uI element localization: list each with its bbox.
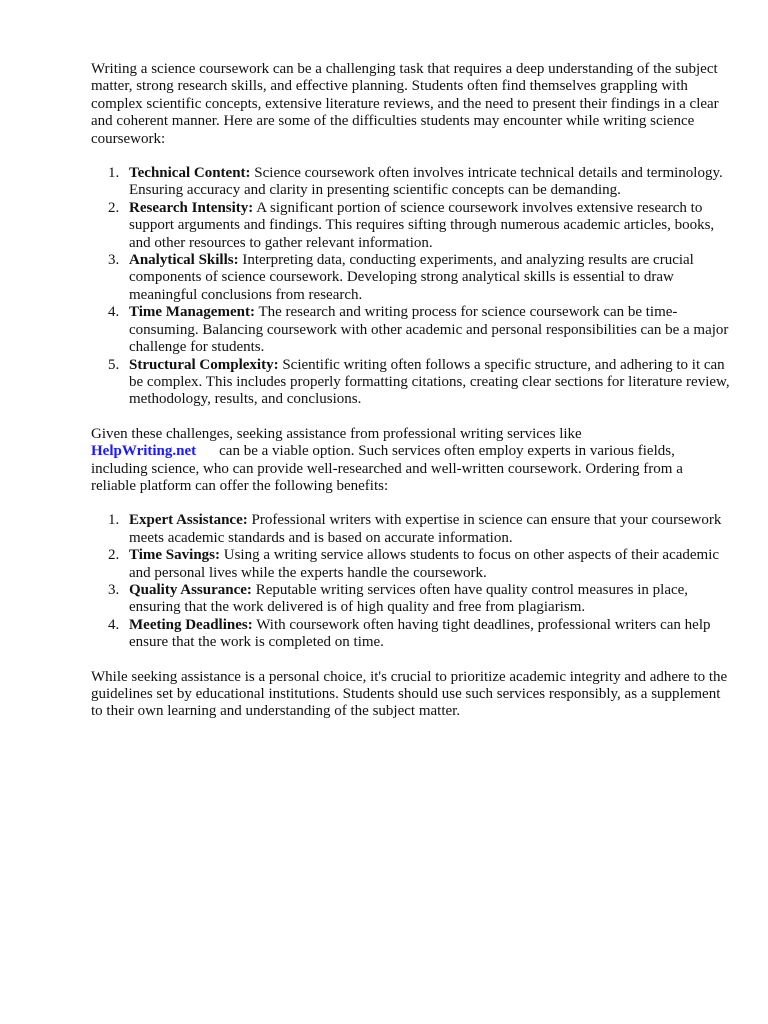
transition-paragraph (91, 426, 731, 496)
list-item-term: Time Savings: (129, 547, 220, 564)
helpwriting-link[interactable]: HelpWriting.net (91, 443, 197, 460)
list-item-term: Research Intensity: (129, 199, 254, 216)
list-item-number: 4. (108, 616, 120, 633)
list-item-number: 4. (108, 304, 120, 321)
list-item-text: Professional writers with expertise in science can ensure that your coursework meets academic standards and is based on accurate information. (129, 512, 722, 546)
conclusion-paragraph: While seeking assistance is a personal choice, it's crucial to prioritize academic integrity and adhere to the guidelines set by educational institutions. Students should use such services responsibly, as a supplement to their own learning and understanding of the subject matter. (91, 668, 728, 720)
intro-paragraph: Writing a science coursework can be a challenging task that requires a deep understanding of the subject matter, strong research skills, and effective planning. Students often find themselves grappling with complex scientific concepts, extensive literature reviews, and the need to present their findings in a clear and coherent manner. Here are some of the difficulties students may encounter while writing science coursework: (91, 61, 719, 147)
list-item-text: Scientific writing often follows a specific structure, and adhering to it can be complex. This includes properly formatting citations, creating clear sections for literature review, methodology, results, and conclusions. (129, 356, 730, 408)
list-item-text: Using a writing service allows students to focus on other aspects of their academic and personal lives while the experts handle the coursework. (129, 547, 720, 581)
list-item-term: Meeting Deadlines: (129, 616, 253, 633)
list-item-number: 5. (108, 356, 120, 373)
list-item (91, 547, 731, 582)
list-item-number: 2. (108, 199, 120, 216)
difficulties-list (91, 165, 731, 409)
list-item-text: Interpreting data, conducting experiments, and analyzing results are crucial components of science coursework. Developing strong analytical skills is essential to draw meaningful conclusions from research. (129, 252, 694, 303)
list-item-term: Structural Complexity: (129, 356, 279, 373)
list-item-text: The research and writing process for science coursework can be time-consuming. Balancing coursework with other academic and personal responsibilities can be a major challenge for students. (129, 304, 729, 356)
list-item-text: Science coursework often involves intricate technical details and terminology. Ensuring accuracy and clarity in presenting scientific concepts can be demanding. (129, 165, 723, 199)
list-item-text: With coursework often having tight deadlines, professional writers can help ensure that the work is completed on time. (129, 616, 711, 651)
list-item (91, 200, 731, 252)
list-item-number: 3. (108, 252, 120, 269)
list-item (91, 617, 731, 652)
list-item-term: Technical Content: (129, 165, 251, 182)
list-item (91, 582, 731, 617)
list-item (91, 357, 731, 409)
list-item-number: 2. (108, 547, 120, 564)
list-item (91, 512, 731, 547)
list-item-term: Time Management: (129, 304, 255, 321)
list-item (91, 304, 731, 356)
list-item-number: 1. (108, 165, 120, 182)
list-item-term: Analytical Skills: (129, 252, 239, 269)
list-item-term: Expert Assistance: (129, 512, 248, 529)
transition-text-after: can be a viable option. Such services often employ experts in various fields, including science, who can provide well-researched and well-written coursework. Ordering from a reliable platform can offer the following benefits: (91, 443, 683, 494)
transition-text-before: Given these challenges, seeking assistance from professional writing services like (91, 425, 582, 442)
document-page (91, 61, 731, 721)
benefits-list (91, 512, 731, 651)
list-item-number: 1. (108, 512, 120, 529)
list-item-term: Quality Assurance: (129, 581, 252, 598)
list-item-text: A significant portion of science coursework involves extensive research to support arguments and findings. This requires sifting through numerous academic articles, books, and other resources to gather relevant information. (129, 199, 715, 251)
list-item (91, 252, 731, 304)
list-item-number: 3. (108, 581, 120, 598)
list-item-text: Reputable writing services often have quality control measures in place, ensuring that the work delivered is of high quality and free from plagiarism. (129, 581, 689, 616)
list-item (91, 165, 731, 200)
